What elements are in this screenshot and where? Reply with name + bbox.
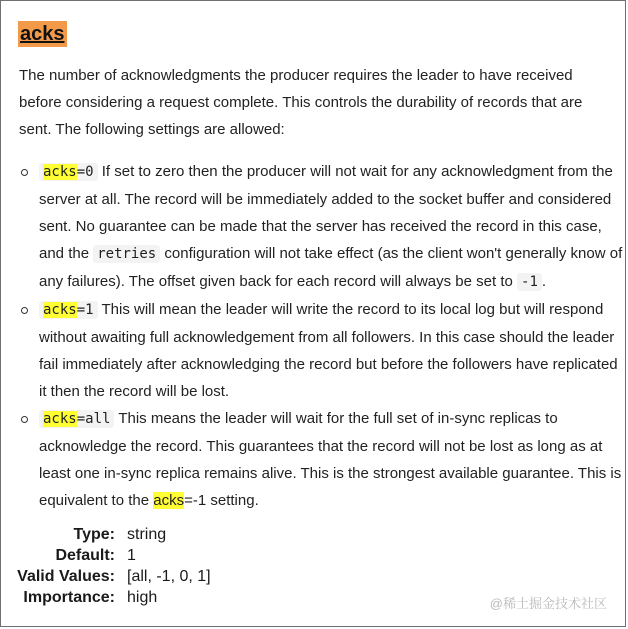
code-retries: retries bbox=[93, 245, 160, 263]
meta-row-default: Default: 1 bbox=[55, 547, 136, 564]
bullet-circle-icon bbox=[21, 307, 28, 314]
code-minus-one: -1 bbox=[517, 273, 542, 291]
list-item-acks-0: acks=0 If set to zero then the producer will not wait for any acknowledgment from the server at all. The record will be immediately added to the socket buffer and considered sent. No guarantee can be made that the server has received the record in this case, and the retries configuration will not take effect (as the client won't generally know of any failures). The offset given back for each record will always be set to -1 . bbox=[1, 158, 628, 296]
config-heading: acks bbox=[20, 23, 65, 45]
meta-row-valid-values: Valid Values: [all, -1, 0, 1] bbox=[17, 568, 211, 585]
description-paragraph: The number of acknowledgments the producer requires the leader to have received before considering a request complete. This controls the durability of records that are sent. The following settings are allowed: bbox=[19, 67, 583, 138]
list-item-acks-all: acks=all This means the leader will wait for the full set of in-sync replicas to acknowledge the record. This guarantees that the record will not be lost as long as at least one in-sync replica remains alive. This is the strongest available guarantee. This is equivalent to the acks=-1 setting. bbox=[1, 405, 628, 514]
list-item-acks-1: acks=1 This will mean the leader will write the record to its local log but will respond without awaiting full acknowledgement from all followers. In this case should the leader fail immediately after acknowledging the record but before the followers have replicated it then the record will be lost. bbox=[1, 296, 628, 405]
code-acks-1: acks=1 bbox=[39, 301, 98, 319]
bullet-circle-icon bbox=[21, 416, 28, 423]
config-metadata bbox=[15, 524, 211, 608]
code-acks-all: acks=all bbox=[39, 410, 114, 428]
watermark: @稀土掘金技术社区 bbox=[489, 596, 607, 611]
meta-row-importance: Importance: high bbox=[23, 589, 158, 606]
settings-list bbox=[1, 158, 628, 514]
code-acks-0: acks=0 bbox=[39, 163, 98, 181]
bullet-circle-icon bbox=[21, 169, 28, 176]
highlighted-acks: acks bbox=[153, 492, 185, 509]
meta-row-type: Type: string bbox=[73, 526, 167, 543]
